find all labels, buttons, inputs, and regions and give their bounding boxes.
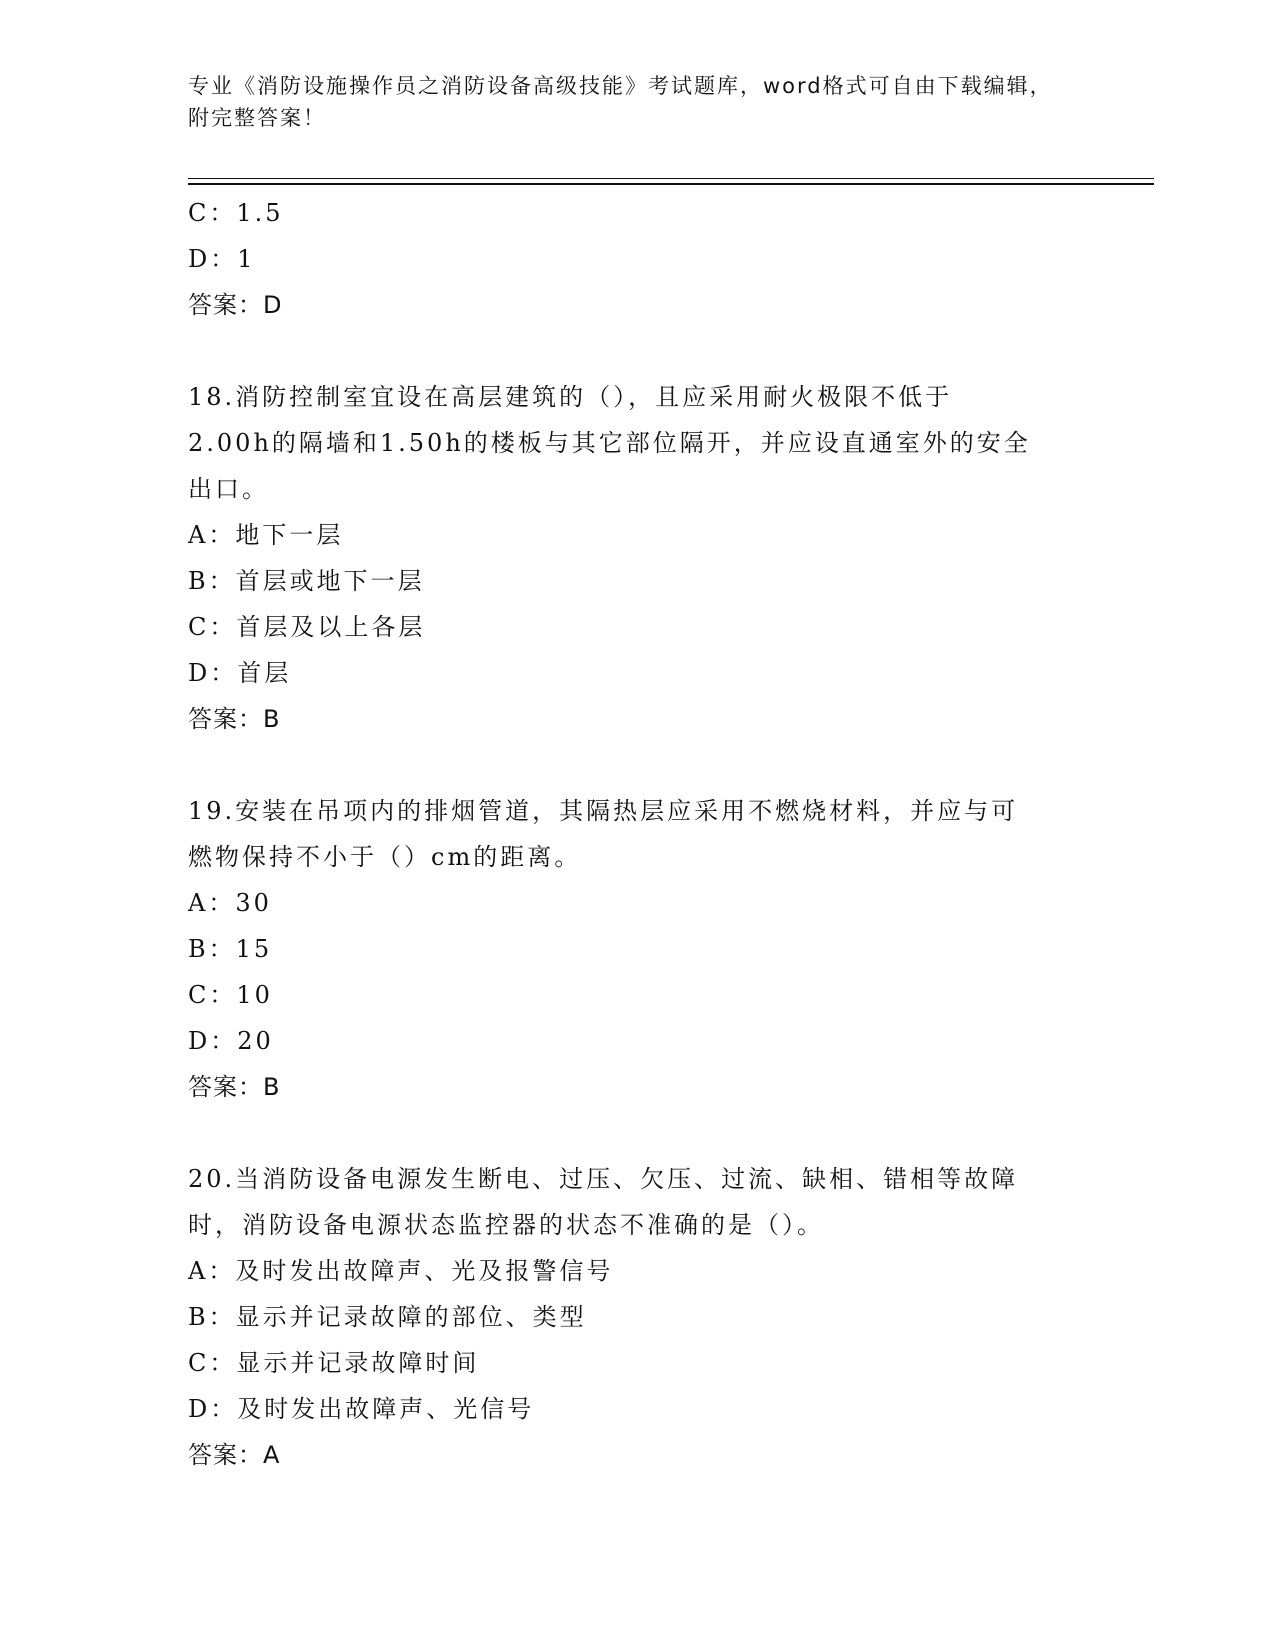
header-rule-thick — [188, 183, 1154, 185]
option-c: C：显示并记录故障时间 — [188, 1349, 480, 1377]
question-content — [188, 190, 1088, 1478]
answer-line: 答案：B — [188, 1073, 281, 1101]
header-rule-thin — [188, 178, 1154, 179]
option-d: D：20 — [188, 1027, 274, 1055]
question-text-line: 20.当消防设备电源发生断电、过压、欠压、过流、缺相、错相等故障 — [188, 1165, 1019, 1193]
option-c: C：1.5 — [188, 199, 284, 227]
question-text-line: 燃物保持不小于（）cm的距离。 — [188, 843, 582, 871]
question-20 — [188, 1156, 1088, 1478]
question-text-line: 19.安装在吊项内的排烟管道，其隔热层应采用不燃烧材料，并应与可 — [188, 797, 1019, 825]
answer-line: 答案：D — [188, 291, 283, 319]
partial-question — [188, 190, 1088, 328]
option-d: D：1 — [188, 245, 256, 273]
option-b: B：显示并记录故障的部位、类型 — [188, 1303, 587, 1331]
question-text-line: 时，消防设备电源状态监控器的状态不准确的是（）。 — [188, 1211, 824, 1239]
question-19 — [188, 788, 1088, 1110]
option-b: B：首层或地下一层 — [188, 567, 425, 595]
option-d: D：及时发出故障声、光信号 — [188, 1395, 535, 1423]
option-a: A：地下一层 — [188, 521, 344, 549]
question-18 — [188, 374, 1088, 742]
option-c: C：10 — [188, 981, 273, 1009]
question-text-line: 18.消防控制室宜设在高层建筑的（），且应采用耐火极限不低于 — [188, 383, 953, 411]
option-a: A：及时发出故障声、光及报警信号 — [188, 1257, 614, 1285]
page-header: 专业《消防设施操作员之消防设备高级技能》考试题库，word格式可自由下载编辑，附完整答案！ — [188, 74, 1053, 130]
answer-line: 答案：A — [188, 1441, 281, 1469]
question-text-line: 2.00h的隔墙和1.50h的楼板与其它部位隔开，并应设直通室外的安全 — [188, 429, 1031, 457]
option-b: B：15 — [188, 935, 273, 963]
question-text-line: 出口。 — [188, 475, 269, 503]
option-d: D：首层 — [188, 659, 292, 687]
option-c: C：首层及以上各层 — [188, 613, 426, 641]
answer-line: 答案：B — [188, 705, 281, 733]
option-a: A：30 — [188, 889, 272, 917]
